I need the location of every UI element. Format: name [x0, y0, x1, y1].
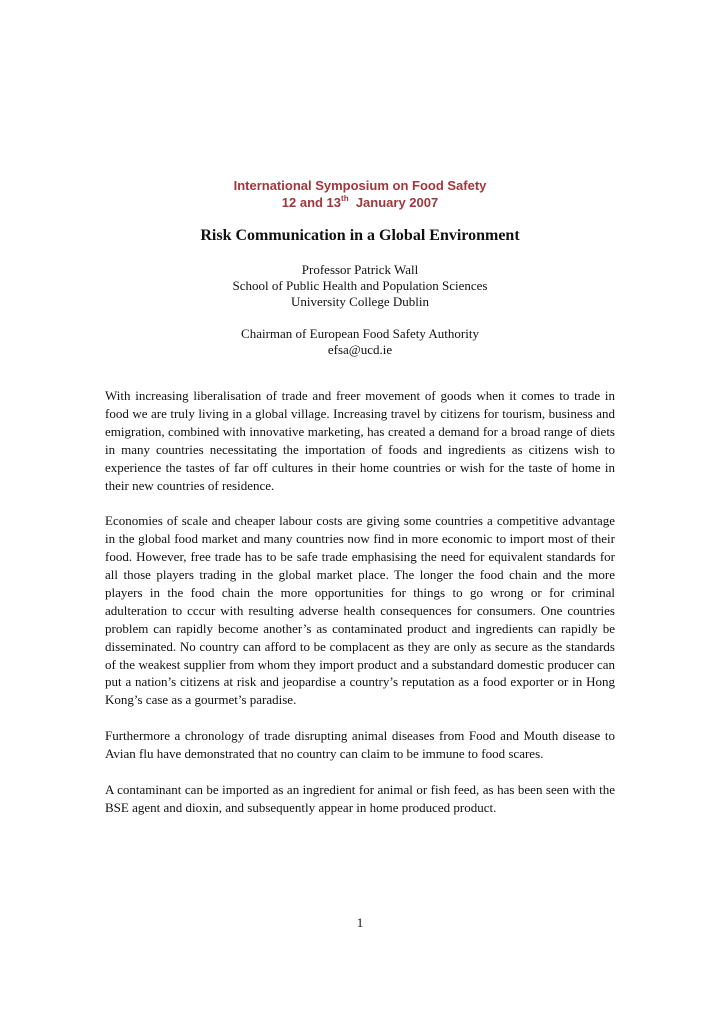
page-number: 1	[356, 915, 364, 930]
date-suffix: January 2007	[348, 195, 439, 210]
body-text	[105, 387, 615, 835]
paragraph: Economies of scale and cheaper labour costs are giving some countries a competitive advantage in the global food market and many countries now find in more economic to import most of their food. However, free trade has to be safe trade emphasising the need for equivalent standards for all those players trading in the global market place. The longer the food chain and the more players in the food chain the more opportunities for things to go wrong or for criminal adulteration to cccur with resulting adverse health consequences for consumers. One countries problem can rapidly become another’s as contaminated product and ingredients can rapidly be disseminated. No country can afford to be complacent as they are only as secure as the standards of the weakest supplier from whom they import product and a substandard domestic producer can put a nation’s citizens at risk and jeopardise a country’s reputation as a food exporter or in Hong Kong’s case as a gourmet’s paradise.	[105, 513, 615, 708]
author-university: University College Dublin	[291, 294, 429, 309]
symposium-header	[0, 177, 720, 211]
author-role: Chairman of European Food Safety Authority	[241, 326, 479, 341]
paragraph: A contaminant can be imported as an ingredient for animal or fish feed, as has been seen with the BSE agent and dioxin, and subsequently appear in home produced product.	[105, 781, 615, 815]
date-superscript: th	[341, 194, 349, 203]
paragraph: Furthermore a chronology of trade disrupting animal diseases from Food and Mouth disease to Avian flu have demonstrated that no country can claim to be immune to food scares.	[105, 728, 615, 762]
document-title: Risk Communication in a Global Environment	[200, 227, 520, 244]
author-name: Professor Patrick Wall	[301, 262, 419, 277]
author-school: School of Public Health and Population Sciences	[232, 278, 488, 293]
author-block	[0, 262, 720, 358]
author-email: efsa@ucd.ie	[327, 342, 393, 357]
paragraph: With increasing liberalisation of trade and freer movement of goods when it comes to trade in food we are truly living in a global village. Increasing travel by citizens for tourism, business and emigration, combined with innovative marketing, has created a demand for a broad range of diets in many countries necessitating the importation of foods and ingredients as citizens wish to experience the tastes of far off cultures in their home countries or wish for the taste of home in their new countries of residence.	[105, 388, 615, 493]
symposium-title: International Symposium on Food Safety	[233, 178, 487, 193]
date-prefix: 12 and 13	[281, 195, 342, 210]
symposium-date	[0, 194, 720, 211]
